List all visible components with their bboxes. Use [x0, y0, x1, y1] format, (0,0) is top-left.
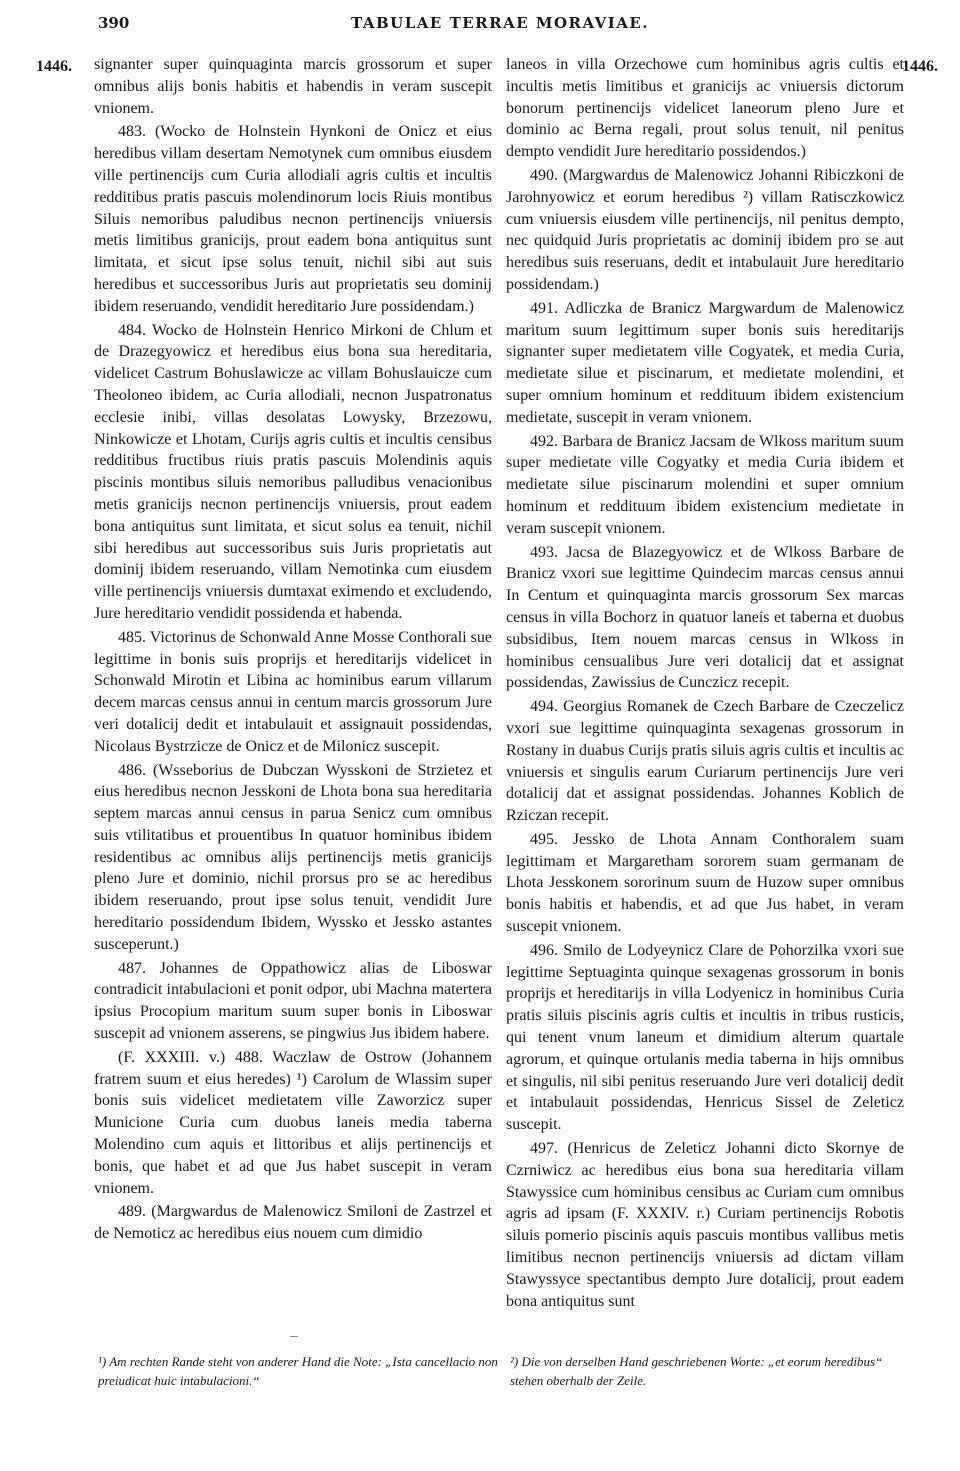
- footnote-left: ¹) Am rechten Rande steht von anderer Hand die Note: „Ista cancellacio non preiudicat huic intabulacioni.“: [98, 1354, 498, 1388]
- footnote-right: ²) Die von derselben Hand geschriebenen Worte: „et eorum heredibus“ stehen oberhalb der Zeile.: [510, 1354, 883, 1388]
- left-column: [94, 54, 492, 1245]
- paragraph: 489. (Margwardus de Malenowicz Smiloni de Zastrzel et de Nemoticz ac heredibus eius nouem cum dimidio: [94, 1203, 492, 1243]
- page-header: [98, 14, 902, 38]
- paragraph: 494. Georgius Romanek de Czech Barbare de Czeczelicz vxori sue legittime quinquaginta sexagenas grossorum in Rostany in duabus Curijs pratis siluis agris cultis et incultis ac vniuersis et singulis earum Curiarum pertinencijs Jure veri dotalicij dat et assignat possidendas. Johannes Koblich de Rziczan recepit.: [506, 698, 904, 825]
- paragraph: 487. Johannes de Oppathowicz alias de Liboswar contradicit intabulacioni et ponit odpor, ubi Machna matertera ipsius Procopium maritum suum super bonis in Liboswar suscepit ad vnionem asserens, se pingwius Jus ibidem habere.: [94, 959, 492, 1043]
- right-column: [506, 54, 904, 1312]
- paragraph: signanter super quinquaginta marcis grossorum et super omnibus alijs bonis habitis et habendis in veram suscepit vnionem.: [94, 56, 492, 117]
- paragraph: 496. Smilo de Lodyeynicz Clare de Pohorzilka vxori sue legittime Septuaginta quinque sexagenas grossorum in bonis proprijs et hereditarijs in villa Lodyenicz in hominibus Curia pratis siluis piscinis agris cultis et incultis in tribus rusticis, qui tenent vnum laneum et dimidium alterum quartale agrorum, et quinque ortulanis media taberna in hijs omnibus et singulis, nil sibi penitus reseruando Jure veri dotalicij dedit et intabulauit possidendas, Henricus Sissel de Zeleticz suscepit.: [506, 941, 904, 1134]
- paragraph: 490. (Margwardus de Malenowicz Johanni Ribiczkoni de Jarohnyowicz et eorum heredibus ²) villam Ratisczkowicz cum vniuersis eiusdem ville pertinencijs, nil penitus dempto, nec quidquid Juris proprietatis ac dominij ibidem pro se aut heredibus suis reseruans, dedit et intabulauit Jure hereditario possidendam.): [506, 166, 904, 293]
- paragraph: laneos in villa Orzechowe cum hominibus agris cultis et incultis metis limitibus et granicijs ac vniuersis dictorum bonorum pertinencijs videlicet laneorum pleno Jure et dominio ac Berna regali, prout solus tenuit, nil penitus dempto vendidit Jure hereditario possidendos.): [506, 56, 904, 161]
- running-title: TABULAE TERRAE MORAVIAE.: [350, 14, 650, 32]
- paragraph: 491. Adliczka de Branicz Margwardum de Malenowicz maritum suum legittimum super bonis suis hereditarijs signanter super medietatem ville Cogyatek, et media Curia, medietate silue et piscinarum, et medietate molendini, et super omnium hominum et reddituum ibidem existencium medietate, suscepit in veram vnionem.: [506, 299, 904, 426]
- paragraph: 493. Jacsa de Blazegyowicz et de Wlkoss Barbare de Branicz vxori sue legittime Quindecim marcas census annui In Centum et quinquaginta marcis grossorum Sex marcas census in villa Bochorz in quatuor laneis et taberna et duobus subsidibus, Item nouem marcas census in Wlkoss in hominibus censualibus Jure veri dotalicij dat et assignat possidendas, Zawissius de Cunczicz recepit.: [506, 543, 904, 692]
- margin-year-left: 1446.: [36, 58, 72, 75]
- paragraph: 484. Wocko de Holnstein Henrico Mirkoni de Chlum et de Drazegyowicz et heredibus eius bona sua hereditaria, videlicet Castrum Bohuslawicze ac villam Bohuslauicze cum Theoloneo ibidem, ac Curia allodiali, necnon Juspatronatus ecclesie inibi, villas desolatas Lowysky, Brzezowu, Ninkowicze et Lhotam, Curijs agris cultis et incultis censibus redditibus fructibus riuis pratis pascuis Molendinis aquis piscinis montibus siluis nemoribus palludibus venacionibus metis granicijs necnon pertinencijs vniuersis, prout eadem bona antiquitus sunt limitata, et sicut solus ea tenuit, nichil sibi heredibus aut successoribus suis Juris proprietatis aut dominij ibidem reseruando, villam Nemotinka cum eiusdem ville pertinencijs vniuersis dumtaxat eximendo et excludendo, Jure hereditario vendidit possidenda et habenda.: [94, 321, 492, 622]
- paragraph: 495. Jessko de Lhota Annam Conthoralem suam legittimam et Margaretham sororem suam germanam de Lhota Jesskonem sororinum suum de Huzow super omnibus bonis habitis et habendis, et ad que Jus habet, in veram suscepit vnionem.: [506, 830, 904, 936]
- paragraph: 483. (Wocko de Holnstein Hynkoni de Onicz et eius heredibus villam desertam Nemotynek cum omnibus eiusdem ville pertinencijs cum Curia allodiali agris cultis et incultis redditibus pratis pascuis molendinorum locis Riuis montibus Siluis nemoribus paludibus necnon pertinencijs vniuersis metis limitibus granicijs, prout eadem bona antiquitus sunt limitata, et sicut ipse solus tenuit, nichil sibi aut suis heredibus et successoribus Juris aut proprietatis seu dominij ibidem reseruando, vendidit hereditario Jure possidendam.): [94, 123, 492, 315]
- paragraph: 497. (Henricus de Zeleticz Johanni dicto Skornye de Czrniwicz ac heredibus eius bona sua hereditaria villam Stawyssice cum hominibus censibus ac Curiam cum omnibus agris ad ipsam (F. XXXIV. r.) Curiam pertinencijs Robotis siluis pomerio piscinis aquis pascuis montibus vallibus metis limitibus necnon pertinencijs vniuersis ad dictam villam Stawyssyce spectantibus dempto Jure dotalicij, prout eadem bona antiquitus sunt: [506, 1140, 904, 1310]
- footnote-rule: [290, 1336, 298, 1337]
- page-number: 390: [98, 14, 130, 32]
- paragraph: (F. XXXIII. v.) 488. Waczlaw de Ostrow (Johannem fratrem suum et eius heredes) ¹) Carolum de Wlassim super bonis suis videlicet medietatem ville Zaworzicz super Municione Curia cum duobus laneis media taberna Molendino cum aquis et littoribus et alijs pertinencijs et bonis, que habet et ad que Jus habet suscepit in veram vnionem.: [94, 1048, 492, 1197]
- paragraph: 492. Barbara de Branicz Jacsam de Wlkoss maritum suum super medietate ville Cogyatky et media Curia ibidem et medietate silue piscinarum molendini et super omnium hominum et reddituum ibidem existencium medietate in veram suscepit vnionem.: [506, 432, 904, 537]
- paragraph: 486. (Wsseborius de Dubczan Wysskoni de Strzietez et eius heredibus necnon Jesskoni de Lhota bona sua hereditaria septem marcas annui census in parua Senicz cum omnibus suis vtilitatibus et prouentibus In quatuor hominibus ibidem residentibus ac omnibus alijs pertinencijs metis granicijs pleno Jure et dominio, nichil prorsus pro se ac heredibus ibidem reseruando, prout ipse solus tenuit, vendidit Jure hereditario possidendum Ibidem, Wyssko et Jessko astantes susceperunt.): [94, 761, 492, 953]
- paragraph: 485. Victorinus de Schonwald Anne Mosse Conthorali sue legittime in bonis suis proprijs et hereditarijs videlicet in Schonwald Mirotin et Libina ac hominibus earum villarum decem marcas census annui in centum marcis grossorum Jure veri dotalicij dedit et intabulauit et assignauit possidendas, Nicolaus Bystrzicze de Onicz et de Milonicz suscepit.: [94, 628, 492, 755]
- margin-year-right: 1446.: [902, 58, 938, 75]
